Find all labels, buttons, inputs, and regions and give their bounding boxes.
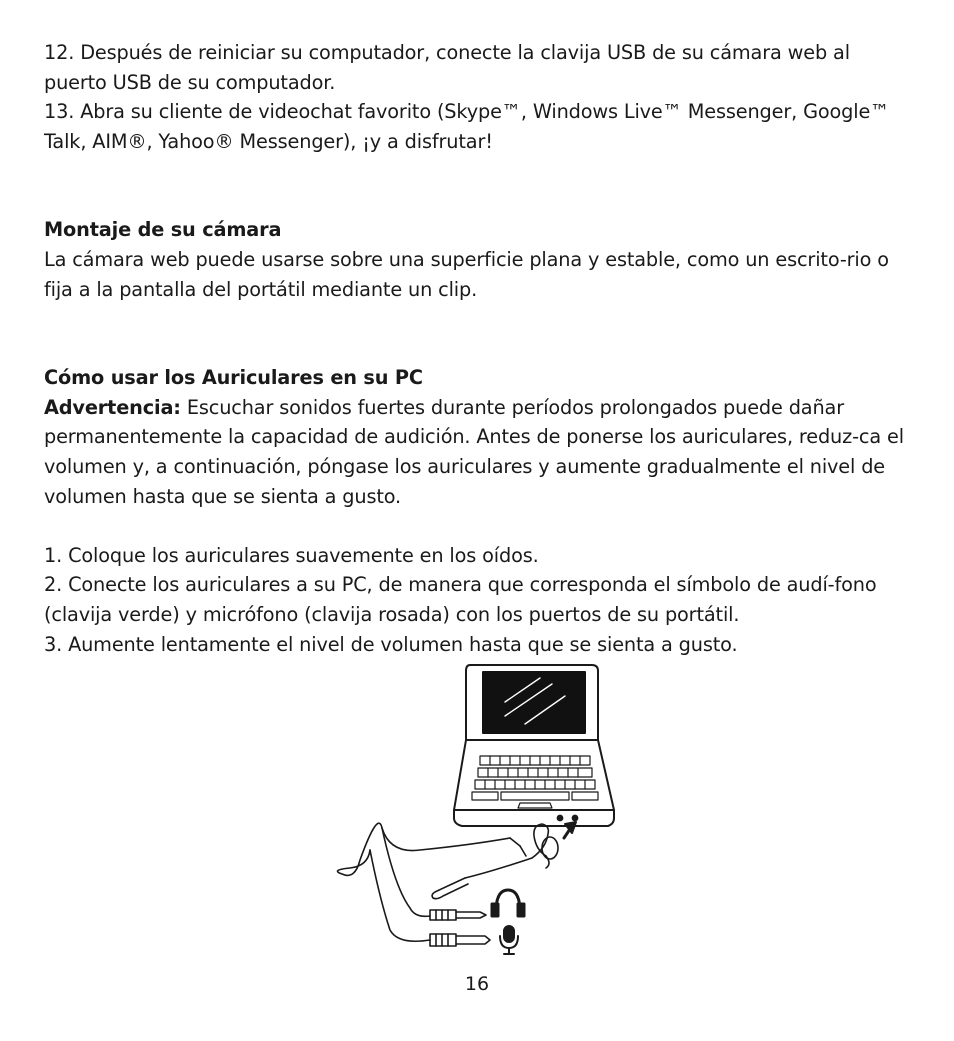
microphone-icon bbox=[500, 926, 518, 954]
headphone-step-2: 2. Conecte los auriculares a su PC, de manera que corresponda el símbolo de audí-fono (clavija verde) y micrófono (clavija rosada) con los puertos de su portátil. bbox=[44, 573, 877, 626]
warning-paragraph bbox=[44, 393, 914, 511]
document-page bbox=[44, 38, 914, 659]
headphones-heading: Cómo usar los Auriculares en su PC bbox=[44, 366, 423, 390]
mount-heading: Montaje de su cámara bbox=[44, 218, 282, 242]
warning-label: Advertencia: bbox=[44, 395, 181, 419]
headphone-step-1: 1. Coloque los auriculares suavemente en los oídos. bbox=[44, 543, 539, 567]
page-number: 16 bbox=[464, 973, 490, 995]
laptop-icon bbox=[454, 665, 614, 826]
laptop-headset-illustration bbox=[320, 660, 620, 960]
arrow-icon bbox=[564, 822, 576, 838]
step-12: 12. Después de reiniciar su computador, conecte la clavija USB de su cámara web al puerto USB de su computador. bbox=[44, 41, 850, 94]
warning-text: Escuchar sonidos fuertes durante períodos prolongados puede dañar permanentemente la capacidad de audición. Antes de ponerse los auriculares, reduz-ca el volumen y, a continuación, póngase los auriculares y aumente gradualmente el nivel de volumen hasta que se sienta a gusto. bbox=[44, 395, 904, 508]
mount-paragraph: La cámara web puede usarse sobre una superficie plana y estable, como un escrito-rio o fija a la pantalla del portátil mediante un clip. bbox=[44, 247, 889, 301]
headset-icon bbox=[338, 823, 559, 946]
headphones-icon bbox=[492, 890, 524, 916]
step-13: 13. Abra su cliente de videochat favorito (Skype™, Windows Live™ Messenger, Google™ Talk, AIM®, Yahoo® Messenger), ¡y a disfrutar! bbox=[44, 100, 890, 153]
headphone-step-3: 3. Aumente lentamente el nivel de volumen hasta que se sienta a gusto. bbox=[44, 632, 738, 656]
